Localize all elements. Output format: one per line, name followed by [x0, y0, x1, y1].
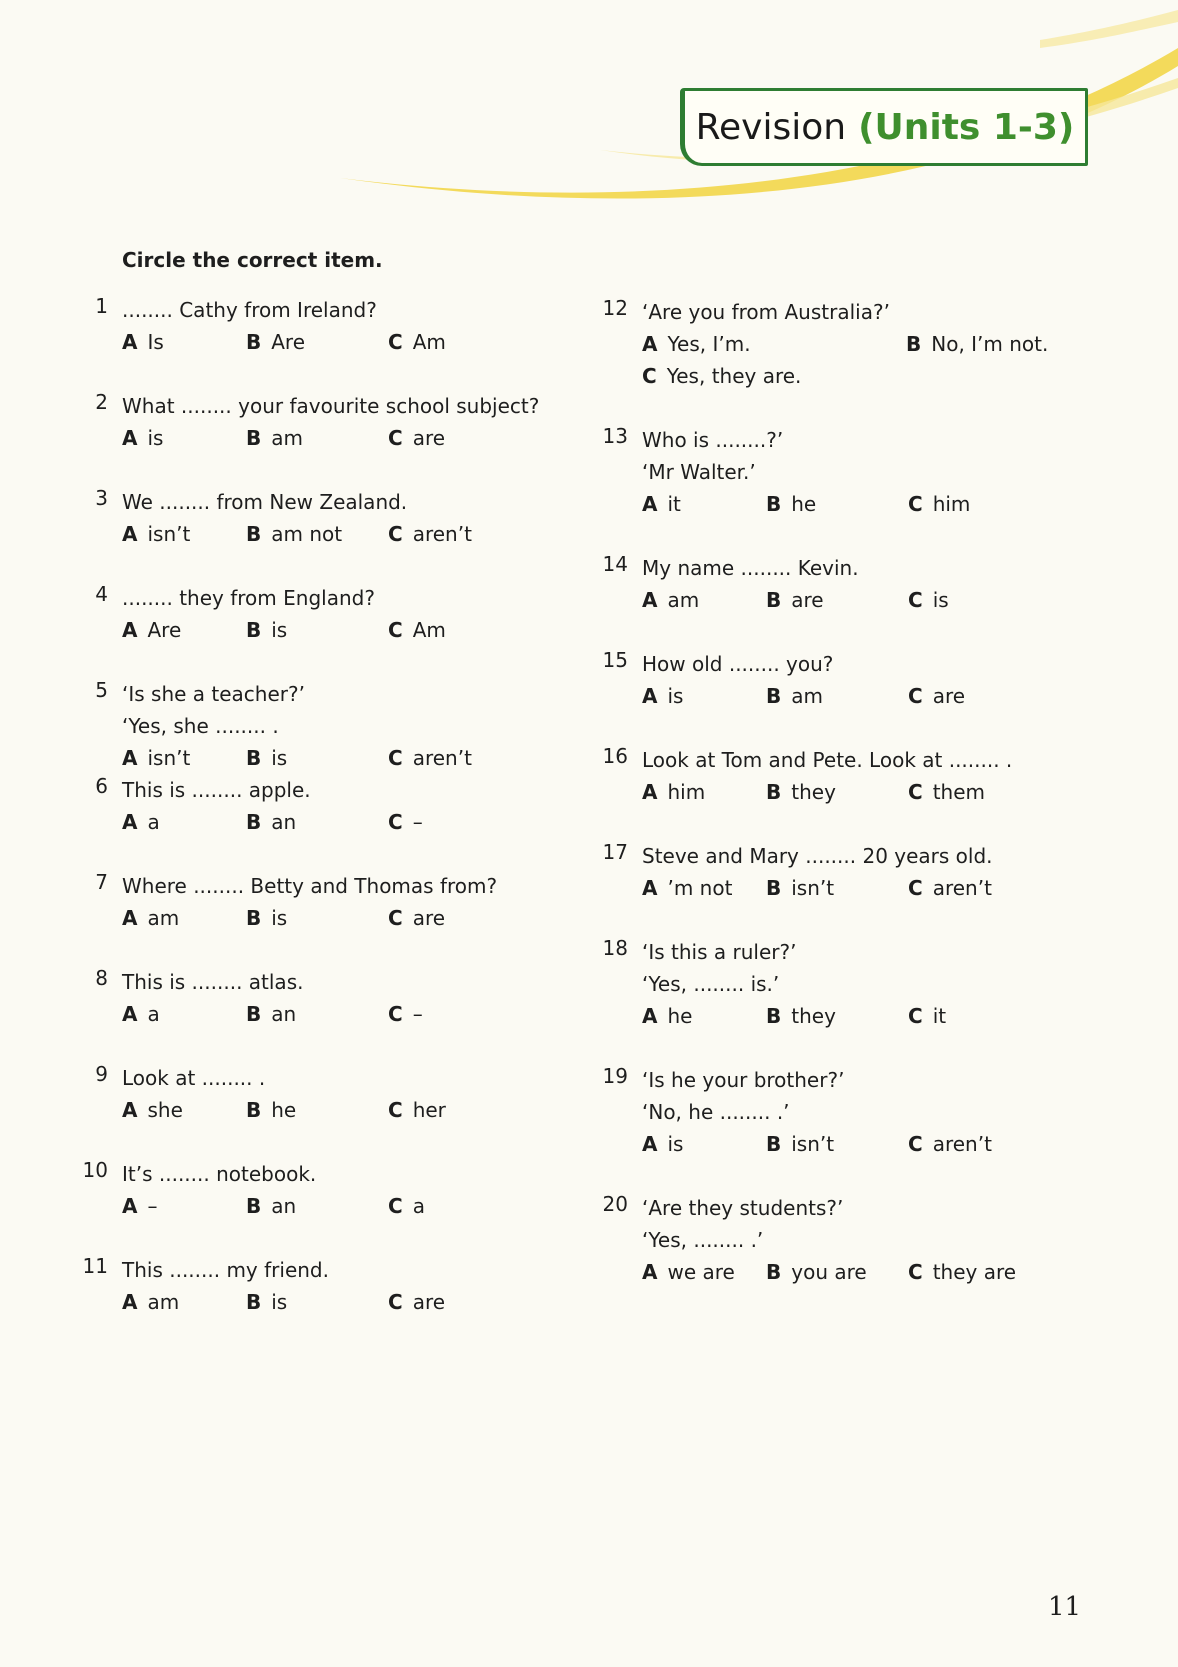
- answer-option-a[interactable]: [642, 872, 732, 904]
- option-text: is: [271, 618, 288, 642]
- option-letter: A: [642, 684, 658, 708]
- question-number: 13: [602, 424, 628, 448]
- answer-option-a[interactable]: [642, 584, 699, 616]
- option-text: they: [791, 1004, 836, 1028]
- option-letter: C: [388, 522, 403, 546]
- option-letter: B: [766, 492, 782, 516]
- answer-option-a[interactable]: [642, 488, 681, 520]
- question-19: [602, 1064, 992, 1160]
- page-title: Revision: [695, 106, 847, 148]
- option-letter: B: [766, 1132, 782, 1156]
- option-letter: C: [642, 364, 657, 388]
- option-text: are: [412, 1290, 446, 1314]
- answer-options: [122, 614, 446, 646]
- option-letter: A: [642, 492, 658, 516]
- option-text: is: [271, 906, 288, 930]
- answer-options: [642, 1000, 947, 1032]
- question-6: [95, 774, 423, 838]
- option-letter: C: [908, 1004, 923, 1028]
- question-15: [602, 648, 966, 712]
- question-text: ‘Is this a ruler?’: [642, 940, 797, 964]
- option-letter: B: [246, 746, 262, 770]
- option-text: is: [667, 1132, 684, 1156]
- option-letter: B: [246, 522, 262, 546]
- option-letter: A: [642, 588, 658, 612]
- option-letter: A: [122, 330, 138, 354]
- option-text: he: [791, 492, 817, 516]
- option-letter: A: [642, 1004, 658, 1028]
- answer-option-c[interactable]: [908, 680, 965, 712]
- question-17: [602, 840, 993, 904]
- question-text: Look at ........ .: [122, 1066, 266, 1090]
- question-text: ‘Yes, she ........ .: [122, 714, 279, 738]
- question-number: 2: [95, 390, 108, 414]
- answer-options: [642, 1256, 1017, 1288]
- question-number: 6: [95, 774, 108, 798]
- question-number: 18: [602, 936, 628, 960]
- instruction-text: Circle the correct item.: [122, 248, 383, 272]
- question-4: [95, 582, 446, 646]
- option-text: they: [791, 780, 836, 804]
- answer-option-b[interactable]: [246, 614, 287, 646]
- option-letter: C: [388, 1098, 403, 1122]
- option-letter: C: [388, 906, 403, 930]
- question-text: ‘Yes, ........ .’: [642, 1228, 764, 1252]
- question-text: It’s ........ notebook.: [122, 1162, 317, 1186]
- option-letter: B: [766, 1004, 782, 1028]
- option-letter: B: [246, 1098, 262, 1122]
- option-letter: C: [388, 810, 403, 834]
- option-letter: B: [766, 780, 782, 804]
- option-letter: C: [908, 684, 923, 708]
- option-letter: A: [122, 618, 138, 642]
- question-12: [602, 296, 1049, 392]
- answer-option-c[interactable]: [388, 422, 445, 454]
- question-text: What ........ your favourite school subject?: [122, 394, 540, 418]
- answer-option-a[interactable]: [122, 742, 190, 774]
- answer-options: [642, 488, 971, 520]
- question-text: Where ........ Betty and Thomas from?: [122, 874, 498, 898]
- option-text: aren’t: [932, 1132, 992, 1156]
- option-text: aren’t: [412, 522, 472, 546]
- answer-option-b[interactable]: [906, 328, 1048, 360]
- answer-option-b[interactable]: [246, 806, 296, 838]
- option-letter: C: [908, 780, 923, 804]
- option-letter: C: [388, 1002, 403, 1026]
- question-text: ‘Is he your brother?’: [642, 1068, 845, 1092]
- answer-option-a[interactable]: [642, 1000, 692, 1032]
- option-text: am: [147, 1290, 180, 1314]
- question-text: This ........ my friend.: [122, 1258, 329, 1282]
- question-text: ........ Cathy from Ireland?: [122, 298, 377, 322]
- answer-option-a[interactable]: [122, 1190, 157, 1222]
- option-text: are: [791, 588, 824, 612]
- question-20: [602, 1192, 1017, 1288]
- option-text: are: [932, 684, 966, 708]
- answer-option-c[interactable]: [908, 872, 992, 904]
- question-text: This is ........ apple.: [122, 778, 311, 802]
- question-number: 11: [82, 1254, 108, 1278]
- answer-option-c[interactable]: [388, 614, 446, 646]
- answer-option-c[interactable]: [388, 998, 423, 1030]
- answer-option-b[interactable]: [246, 518, 342, 550]
- answer-options: [122, 742, 472, 774]
- question-11: [82, 1254, 446, 1318]
- option-letter: A: [642, 780, 658, 804]
- answer-option-b[interactable]: [246, 998, 296, 1030]
- option-letter: C: [908, 588, 923, 612]
- answer-option-b[interactable]: [246, 742, 287, 774]
- revision-title-banner: [680, 88, 1088, 166]
- question-text: Who is ........?’: [642, 428, 784, 452]
- answer-option-b[interactable]: [246, 1094, 296, 1126]
- question-number: 7: [95, 870, 108, 894]
- option-text: an: [271, 810, 297, 834]
- answer-options: [642, 584, 949, 616]
- option-text: are: [412, 906, 446, 930]
- question-number: 8: [95, 966, 108, 990]
- answer-option-c[interactable]: [908, 1128, 992, 1160]
- option-text: isn’t: [791, 1132, 835, 1156]
- answer-options: [122, 1286, 446, 1318]
- option-text: is: [271, 746, 288, 770]
- option-letter: A: [122, 522, 138, 546]
- units-subtitle: (Units 1-3): [858, 106, 1075, 148]
- option-text: a: [147, 810, 160, 834]
- option-text: isn’t: [791, 876, 835, 900]
- question-16: [602, 744, 1013, 808]
- option-text: am: [667, 588, 700, 612]
- question-8: [95, 966, 423, 1030]
- question-13: [602, 424, 971, 520]
- option-text: am: [271, 426, 303, 450]
- answer-option-b[interactable]: [766, 776, 836, 808]
- question-number: 4: [95, 582, 108, 606]
- option-text: is: [147, 426, 164, 450]
- option-text: them: [932, 780, 985, 804]
- option-text: a: [147, 1002, 160, 1026]
- question-number: 19: [602, 1064, 628, 1088]
- option-letter: B: [246, 618, 262, 642]
- answer-option-a[interactable]: [642, 1128, 683, 1160]
- answer-options: [122, 422, 539, 454]
- option-letter: A: [642, 1132, 658, 1156]
- option-letter: C: [388, 1290, 403, 1314]
- option-text: Is: [147, 330, 164, 354]
- answer-options: [122, 902, 497, 934]
- answer-option-b[interactable]: [766, 872, 834, 904]
- answer-option-b[interactable]: [766, 1256, 867, 1288]
- option-letter: A: [122, 426, 138, 450]
- answer-option-c[interactable]: [642, 360, 801, 392]
- answer-option-c[interactable]: [388, 902, 445, 934]
- option-text: is: [667, 684, 684, 708]
- answer-options: [642, 1128, 992, 1160]
- answer-option-a[interactable]: [122, 806, 160, 838]
- answer-option-b[interactable]: [246, 422, 303, 454]
- answer-option-a[interactable]: [642, 776, 705, 808]
- answer-option-c[interactable]: [388, 518, 472, 550]
- option-text: Yes, they are.: [666, 364, 802, 388]
- option-letter: A: [642, 1260, 658, 1284]
- answer-option-c[interactable]: [388, 1190, 425, 1222]
- question-text: Look at Tom and Pete. Look at ........ .: [642, 748, 1013, 772]
- option-letter: A: [122, 1290, 138, 1314]
- option-text: am not: [271, 522, 343, 546]
- option-text: her: [412, 1098, 446, 1122]
- option-letter: C: [908, 1260, 923, 1284]
- question-number: 14: [602, 552, 628, 576]
- option-text: isn’t: [147, 746, 191, 770]
- question-text: ‘Are they students?’: [642, 1196, 844, 1220]
- answer-option-b[interactable]: [246, 902, 287, 934]
- answer-option-a[interactable]: [122, 614, 181, 646]
- answer-option-b[interactable]: [766, 584, 824, 616]
- option-text: –: [412, 1002, 423, 1026]
- option-text: –: [412, 810, 423, 834]
- question-number: 16: [602, 744, 628, 768]
- option-text: Are: [271, 330, 306, 354]
- question-number: 5: [95, 678, 108, 702]
- question-text: My name ........ Kevin.: [642, 556, 859, 580]
- option-text: isn’t: [147, 522, 191, 546]
- answer-option-a[interactable]: [642, 328, 751, 360]
- answer-option-a[interactable]: [122, 518, 190, 550]
- question-5: [95, 678, 472, 774]
- option-text: ’m not: [667, 876, 733, 900]
- option-text: Am: [412, 330, 446, 354]
- answer-option-c[interactable]: [908, 776, 985, 808]
- option-text: is: [271, 1290, 288, 1314]
- option-text: an: [271, 1194, 297, 1218]
- question-text: ‘No, he ........ .’: [642, 1100, 790, 1124]
- answer-options: [122, 1094, 446, 1126]
- option-letter: A: [122, 746, 138, 770]
- option-letter: C: [908, 1132, 923, 1156]
- option-text: is: [932, 588, 949, 612]
- question-14: [602, 552, 949, 616]
- answer-options: [122, 518, 472, 550]
- option-letter: B: [246, 810, 262, 834]
- option-text: are: [412, 426, 446, 450]
- option-text: No, I’m not.: [931, 332, 1049, 356]
- question-text: ........ they from England?: [122, 586, 375, 610]
- answer-options: [122, 806, 423, 838]
- answer-option-c[interactable]: [388, 1286, 445, 1318]
- option-text: it: [932, 1004, 947, 1028]
- question-18: [602, 936, 947, 1032]
- option-text: an: [271, 1002, 297, 1026]
- option-letter: C: [908, 492, 923, 516]
- answer-option-a[interactable]: [122, 902, 179, 934]
- answer-options: [642, 360, 890, 392]
- question-number: 17: [602, 840, 628, 864]
- answer-option-a[interactable]: [122, 326, 164, 358]
- question-text: This is ........ atlas.: [122, 970, 304, 994]
- option-text: him: [667, 780, 706, 804]
- answer-option-a[interactable]: [642, 1256, 735, 1288]
- question-9: [95, 1062, 446, 1126]
- answer-option-a[interactable]: [122, 998, 160, 1030]
- answer-option-c[interactable]: [388, 742, 472, 774]
- answer-option-c[interactable]: [908, 488, 970, 520]
- option-letter: B: [246, 1194, 262, 1218]
- option-letter: C: [388, 746, 403, 770]
- option-letter: A: [122, 1002, 138, 1026]
- option-text: –: [147, 1194, 158, 1218]
- question-number: 15: [602, 648, 628, 672]
- option-letter: A: [122, 1098, 138, 1122]
- option-text: we are: [667, 1260, 735, 1284]
- answer-option-b[interactable]: [766, 488, 816, 520]
- option-text: it: [667, 492, 681, 516]
- answer-options: [642, 328, 1049, 360]
- option-letter: A: [122, 1194, 138, 1218]
- answer-option-a[interactable]: [122, 1094, 183, 1126]
- question-number: 9: [95, 1062, 108, 1086]
- answer-options: [642, 680, 966, 712]
- option-letter: B: [906, 332, 922, 356]
- answer-option-c[interactable]: [908, 584, 949, 616]
- answer-option-c[interactable]: [388, 806, 423, 838]
- question-text: Steve and Mary ........ 20 years old.: [642, 844, 993, 868]
- option-letter: B: [766, 876, 782, 900]
- question-text: ‘Yes, ........ is.’: [642, 972, 780, 996]
- option-letter: B: [766, 1260, 782, 1284]
- question-number: 3: [95, 486, 108, 510]
- question-text: ‘Mr Walter.’: [642, 460, 756, 484]
- answer-option-c[interactable]: [388, 326, 446, 358]
- option-letter: A: [122, 906, 138, 930]
- question-number: 1: [95, 294, 108, 318]
- option-letter: B: [246, 906, 262, 930]
- option-text: aren’t: [932, 876, 992, 900]
- answer-option-a[interactable]: [642, 680, 683, 712]
- answer-option-c[interactable]: [908, 1256, 1016, 1288]
- answer-options: [122, 326, 446, 358]
- answer-options: [642, 776, 1012, 808]
- page-number: 11: [1048, 1592, 1082, 1622]
- option-text: Yes, I’m.: [667, 332, 751, 356]
- option-text: they are: [932, 1260, 1017, 1284]
- answer-options: [122, 1190, 425, 1222]
- answer-options: [122, 998, 423, 1030]
- answer-options: [642, 872, 993, 904]
- option-text: aren’t: [412, 746, 472, 770]
- answer-option-a[interactable]: [122, 1286, 179, 1318]
- answer-option-b[interactable]: [766, 680, 823, 712]
- option-letter: C: [908, 876, 923, 900]
- question-3: [95, 486, 472, 550]
- option-letter: B: [246, 1290, 262, 1314]
- option-text: a: [412, 1194, 425, 1218]
- option-text: he: [667, 1004, 693, 1028]
- option-letter: B: [766, 684, 782, 708]
- option-letter: C: [388, 618, 403, 642]
- question-number: 20: [602, 1192, 628, 1216]
- question-text: ‘Are you from Australia?’: [642, 300, 890, 324]
- option-text: Are: [147, 618, 182, 642]
- question-7: [95, 870, 498, 934]
- option-text: Am: [412, 618, 446, 642]
- option-letter: C: [388, 426, 403, 450]
- option-letter: A: [122, 810, 138, 834]
- answer-option-b[interactable]: [246, 1190, 296, 1222]
- answer-option-b[interactable]: [246, 326, 305, 358]
- question-number: 10: [82, 1158, 108, 1182]
- option-text: him: [932, 492, 971, 516]
- option-letter: A: [642, 332, 658, 356]
- option-text: she: [147, 1098, 183, 1122]
- option-letter: B: [246, 426, 262, 450]
- answer-option-c[interactable]: [388, 1094, 446, 1126]
- answer-option-b[interactable]: [766, 1000, 836, 1032]
- question-1: [95, 294, 446, 358]
- option-letter: B: [246, 1002, 262, 1026]
- option-letter: C: [388, 330, 403, 354]
- option-text: am: [147, 906, 180, 930]
- question-2: [95, 390, 540, 454]
- answer-option-a[interactable]: [122, 422, 163, 454]
- option-letter: B: [766, 588, 782, 612]
- option-text: am: [791, 684, 823, 708]
- question-text: ‘Is she a teacher?’: [122, 682, 305, 706]
- option-letter: A: [642, 876, 658, 900]
- option-text: he: [271, 1098, 297, 1122]
- answer-option-b[interactable]: [766, 1128, 834, 1160]
- question-text: We ........ from New Zealand.: [122, 490, 408, 514]
- question-number: 12: [602, 296, 628, 320]
- option-letter: B: [246, 330, 262, 354]
- option-letter: C: [388, 1194, 403, 1218]
- answer-option-c[interactable]: [908, 1000, 946, 1032]
- question-10: [82, 1158, 425, 1222]
- option-text: you are: [791, 1260, 867, 1284]
- answer-option-b[interactable]: [246, 1286, 287, 1318]
- question-text: How old ........ you?: [642, 652, 834, 676]
